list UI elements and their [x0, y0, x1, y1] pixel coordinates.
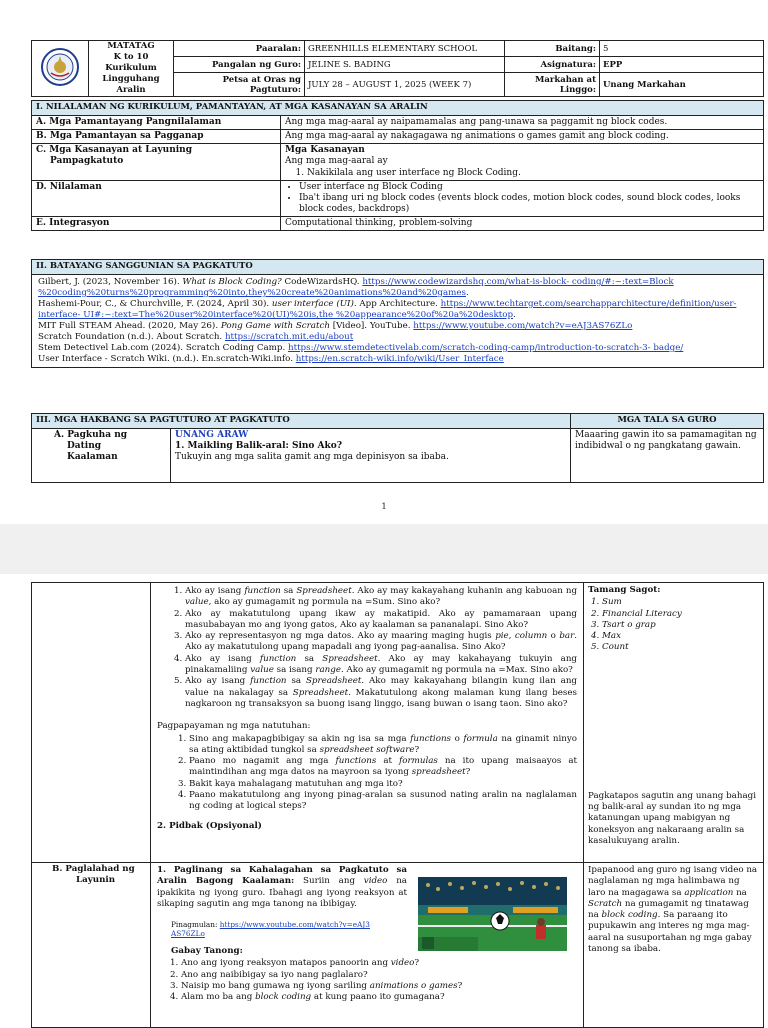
question-item-text: ?: [465, 767, 471, 778]
riddle-item-text: Spreadsheet: [292, 687, 349, 698]
riddle-item-text: Ako ay isang: [185, 676, 251, 687]
reference-text: User Interface - Scratch Wiki. (n.d.). En.scratch-Wiki.info.: [38, 354, 296, 364]
nilalaman-item: • Iba't ibang uri ng block codes (events block codes, motion block codes, sound block codes, looks block codes, backdrops): [299, 193, 759, 215]
riddle-item: [185, 654, 577, 677]
guro-value: JELINE S. BADING: [305, 57, 505, 73]
riddle-item-text: function: [250, 676, 287, 687]
answer-item: 5. Count: [602, 642, 759, 653]
gabay-item-text: Ano ang naibibigay sa iyo nang paglalaro?: [181, 969, 368, 980]
riddle-item-text: value: [250, 665, 274, 676]
question-item-text: ?: [414, 744, 420, 755]
reference-link[interactable]: https://www.codewizardshq.com/what-is-block- coding/#:~:text=Block %20coding%20turns%20programming%20into,they%20create%20animations%20and%20games: [38, 277, 674, 298]
question-item-text: Paano mo nagamit ang mga: [189, 756, 336, 767]
section-3-table: [31, 413, 764, 483]
integrasyon-label: E. Integrasyon: [32, 217, 281, 231]
balik-aral-content: [151, 583, 584, 863]
riddle-item-text: bar: [559, 631, 575, 642]
question-item: [189, 734, 577, 757]
pagkuha-content: [171, 429, 571, 483]
reference-text: Gilbert, J. (2023, November 16).: [38, 277, 183, 287]
note-b-text: block coding: [601, 910, 658, 921]
gabay-item-text: ?: [414, 958, 420, 969]
answer-item: 2. Financial Literacy: [602, 609, 759, 620]
pidbak-title: 2. Pidbak (Opsiyonal): [157, 820, 262, 831]
reference-item: [38, 321, 757, 332]
reference-item: [38, 343, 757, 354]
question-item: [189, 756, 577, 779]
gabay-item-text: Naisip mo bang gumawa ng iyong sariling: [181, 981, 370, 992]
riddle-item-text: Ako ay isang: [185, 586, 245, 596]
markahan-value: Unang Markahan: [600, 73, 764, 97]
question-item-text: functions: [335, 756, 377, 767]
soccer-game-illustration: [418, 877, 567, 951]
pinagmulan-link[interactable]: https://www.youtube.com/watch?v=eAJ3AS76ZLo: [171, 920, 370, 939]
note-a: Maaaring gawin ito sa pamamagitan ng indibidwal o ng pangkatang gawain.: [571, 429, 764, 483]
paglalahad-label: B. Paglalahad ng Layunin: [32, 863, 151, 1028]
gabay-item: [181, 981, 577, 992]
baitang-label: Baitang:: [505, 41, 600, 57]
reference-text: . App Architecture.: [353, 299, 441, 309]
riddle-item-text: . Ako ay gumagamit ng pormula na =Max. Sino ako?: [340, 665, 573, 676]
gabay-item: [181, 992, 577, 1003]
gabay-item-text: animations o games: [369, 981, 458, 992]
gabay-item-text: Ano ang iyong reaksyon matapos panoorin ang: [181, 958, 391, 969]
kasanayan-sub: Ang mga mag-aaral ay: [285, 156, 388, 166]
question-item-text: o: [451, 733, 464, 744]
question-item: [189, 790, 577, 813]
page-2-table: [31, 582, 764, 1028]
markahan-label: Markahan at Linggo:: [505, 73, 600, 97]
reference-link[interactable]: https://en.scratch-wiki.info/wiki/User_Interface: [295, 354, 504, 364]
question-item-text: Paano makatutulong ang inyong pinag-aralan sa susunod nating aralin na naglalaman ng coding at logical steps?: [189, 790, 577, 812]
reference-text: Hashemi-Pour, C., & Churchville, F. (2024, April 30).: [38, 299, 272, 309]
note-b-text: na: [733, 887, 747, 898]
riddle-item-text: . Ako ay may kakayahang kuhanin ang kabuoan ng: [351, 586, 578, 596]
note-b-text: application: [684, 887, 734, 898]
riddle-item-text: pie, column: [495, 631, 548, 642]
answer-item: 4. Max: [602, 631, 759, 642]
paaralan-label: Paaralan:: [174, 41, 305, 57]
pagpapayaman-list: [157, 734, 577, 813]
video-thumbnail[interactable]: [418, 877, 567, 951]
reference-text: Scratch Foundation (n.d.). About Scratch.: [38, 332, 225, 342]
question-item-text: spreadsheet: [411, 767, 466, 778]
asignatura-value: EPP: [600, 57, 764, 73]
note-b: [584, 863, 764, 1028]
note-b-text: . Sa paraang ito pupukawin ang interes ng mga mag-aaral na susuportahan ng mga gabay tanong sa ibaba.: [588, 910, 752, 955]
gabay-list: [157, 958, 577, 1003]
reference-item: [38, 277, 757, 299]
riddle-item-text: sa: [280, 586, 297, 596]
nilalaman-list: [285, 182, 759, 215]
unang-araw: UNANG ARAW: [175, 430, 249, 440]
gabay-item-text: ?: [457, 981, 463, 992]
note-b-text: Scratch: [588, 898, 623, 909]
kasanayan-item: 1. Nakikilala ang user interface ng Block Coding.: [307, 168, 759, 179]
riddle-item-text: . Makatutulong akong malaman kung ilang beses nagkaroon ng transaksyon sa buong isang linggo, isang buwan o isang taon. Sino ako?: [185, 687, 577, 709]
note-b-text: Ipapanood ang guro ng isang video na naglalaman ng mga halimbawa ng laro na magagawa sa: [588, 865, 758, 898]
references-list: [32, 275, 764, 368]
riddle-item-text: Ako ay isang: [185, 653, 260, 664]
reference-title: user interface (UI): [271, 299, 354, 309]
lesson-header-table: [31, 40, 764, 97]
gabay-item-text: at kung paano ito gumagana?: [311, 992, 445, 1003]
step-1-title: 1. Maikling Balik-aral: Sino Ako?: [175, 441, 343, 451]
pamantayan-pagganap-label: B. Mga Pamantayan sa Pagganap: [32, 130, 281, 144]
riddle-item-text: . Ako ay may kakahayang tukuyin ang pinakamaliing: [185, 653, 577, 676]
nilalaman-label: D. Nilalaman: [32, 181, 281, 217]
baitang-value: 5: [600, 41, 764, 57]
reference-item: [38, 332, 757, 343]
gabay-item: [181, 958, 577, 969]
answer-item: 3. Tsart o grap: [602, 620, 759, 631]
kasanayan-value: [281, 144, 764, 181]
paaralan-value: GREENHILLS ELEMENTARY SCHOOL: [305, 41, 505, 57]
riddle-item-text: Spreadsheet: [305, 676, 362, 687]
riddle-item: [185, 609, 577, 632]
pamantayan-pagganap-value: Ang mga mag-aaral ay nakagagawa ng animations o games gamit ang block coding.: [281, 130, 764, 144]
reference-text: .: [466, 288, 469, 298]
gabay-item-text: Alam mo ba ang: [181, 992, 256, 1003]
riddle-item-text: Ako ay representasyon ng mga datos. Ako ay maaring maging hugis: [185, 631, 496, 642]
riddle-item-text: o: [547, 631, 560, 642]
paglalahad-step: 1. Paglinang sa Kahalagahan sa Pagkatuto sa Aralin Bagong Kaalaman: Suriin ang video na ipakikita ng iyong guro. Ibahagi ang iyong reaksyon at sikaping sagutin ang mga tanong na ibibigay.: [157, 865, 407, 909]
reference-text: MIT Full STEAM Ahead. (2020, May 26).: [38, 321, 221, 331]
question-item-text: functions: [410, 733, 451, 744]
answer-notes-cell: [584, 583, 764, 863]
riddle-item-text: sa: [296, 653, 323, 664]
riddle-list: [157, 586, 577, 710]
reference-link[interactable]: https://www.techtarget.com/searchapparchitecture/definition/user-interface- UI#:~:text=The%20user%20interface%20(UI)%20is,the %20appearance%20of%20a%20desktop: [38, 299, 737, 320]
deped-seal-logo: [32, 41, 89, 97]
empty-label-cell: [32, 583, 151, 863]
kasanayan-label: C. Mga Kasanayan at Layuning Pampagkatuto: [32, 144, 281, 181]
reference-title: What is Block Coding?: [182, 277, 282, 287]
integrasyon-value: Computational thinking, problem-solving: [281, 217, 764, 231]
question-item-text: na ginamit ninyo sa ating aktibidad tungkol sa: [189, 733, 577, 755]
question-item-text: at: [376, 756, 400, 767]
riddle-item-text: sa isang: [273, 665, 316, 676]
reference-item: [38, 354, 757, 365]
seal-icon: [41, 48, 79, 86]
section-2-table: [31, 259, 764, 368]
gabay-item-text: block coding: [255, 992, 312, 1003]
answer-list: [588, 597, 759, 653]
note-after: Pagkatapos sagutin ang unang bahagi ng balik-aral ay sundan ito ng mga katanungan upang mabigyan ng koneksyon ang nakaraang aralin sa kasalukuyang aralin.: [588, 790, 756, 846]
riddle-item-text: Spreadsheet: [296, 586, 352, 596]
question-item-text: na ito upang maisaayos at maintindihan ang mga datos na mayroon sa iyong: [189, 756, 577, 778]
asignatura-label: Asignatura:: [505, 57, 600, 73]
note-b-text: na gumagamit ng tinatawag na: [588, 898, 749, 921]
kasanayan-list: [285, 168, 759, 179]
reference-text: .: [513, 310, 516, 320]
pamantayang-pangnilalaman-value: Ang mga mag-aaral ay naipamamalas ang pang-unawa sa paggamit ng block codes.: [281, 116, 764, 130]
question-item-text: Bakit kaya mahalagang matutuhan ang mga ito?: [189, 778, 403, 789]
reference-link[interactable]: https://scratch.mit.edu/about: [224, 332, 354, 342]
riddle-item: [185, 631, 577, 654]
section-3-title: III. MGA HAKBANG SA PAGTUTURO AT PAGKATUTO: [32, 414, 571, 429]
pagkuha-label: A. Pagkuha ng Dating Kaalaman: [32, 429, 171, 483]
reference-text: CodeWizardsHQ.: [281, 277, 363, 287]
gabay-item-text: video: [390, 958, 415, 969]
riddle-item-text: range: [315, 665, 341, 676]
question-item-text: spreadsheet software: [319, 744, 415, 755]
pinagmulan: Pinagmulan: https://www.youtube.com/watch?v=eAJ3AS76ZLo: [171, 920, 370, 939]
riddle-item-text: Ako ay makatutulong upang ikaw ay makatipid. Ako ay pamamaraan upang masubabayan mo ang iyong gatos, Ako ay kaalaman sa pananalapi. Sino Ako?: [185, 608, 577, 630]
riddle-item-text: function: [259, 653, 297, 664]
question-item-text: Sino ang makapagbibigay sa akin ng isa sa mga: [189, 733, 411, 744]
riddle-item-text: . Ako may kakayahang bilangin kung ilan ang value na nakalagay sa: [185, 676, 577, 698]
question-item-text: formula: [463, 733, 498, 744]
nilalaman-value: [281, 181, 764, 217]
gabay-item: [181, 970, 577, 981]
matatag-title: MATATAG K to 10 Kurikulum Lingguhang Aralin: [89, 41, 174, 97]
reference-text: [Video]. YouTube.: [329, 321, 414, 331]
tamang-sagot-title: Tamang Sagot:: [588, 585, 661, 595]
notes-title: MGA TALA SA GURO: [571, 414, 764, 429]
answer-item: 1. Sum: [602, 597, 759, 608]
reference-link[interactable]: https://www.stemdetectivelab.com/scratch-coding-camp/introduction-to-scratch-3- badge/: [287, 343, 684, 353]
pagpapayaman-title: Pagpapayaman ng mga natutuhan:: [157, 721, 311, 732]
riddle-item: [185, 586, 577, 609]
step-1-desc: Tukuyin ang mga salita gamit ang mga depinisyon sa ibaba.: [175, 452, 449, 462]
riddle-item-text: sa: [286, 676, 306, 687]
question-item-text: formulas: [399, 756, 438, 767]
section-1-table: [31, 100, 764, 231]
section-2-title: II. BATAYANG SANGGUNIAN SA PAGKATUTO: [32, 260, 764, 275]
riddle-item-text: . Ako ay makatutulong upang mapadali ang iyong pag-aanalisa. Sino Ako?: [185, 631, 577, 653]
reference-link[interactable]: https://www.youtube.com/watch?v=eAJ3AS76ZLo: [413, 321, 633, 331]
gabay-title: Gabay Tanong:: [171, 946, 243, 957]
reference-title: Pong Game with Scratch: [220, 321, 330, 331]
pamantayang-pangnilalaman-label: A. Mga Pamantayang Pangnilalaman: [32, 116, 281, 130]
riddle-item-text: , ako ay gumagamit ng pormula na =Sum. Sino ako?: [208, 597, 441, 608]
question-item: [189, 779, 577, 790]
riddle-item-text: Spreadsheet: [322, 653, 378, 664]
riddle-item-text: value: [185, 597, 209, 608]
page-gap: [0, 524, 768, 574]
reference-text: Stem Detectivel Lab.com (2024). Scratch Coding Camp.: [38, 343, 288, 353]
page-number: 1: [381, 502, 387, 511]
kasanayan-heading: Mga Kasanayan: [285, 145, 365, 155]
guro-label: Pangalan ng Guro:: [174, 57, 305, 73]
petsa-label: Petsa at Oras ng Pagtuturo:: [174, 73, 305, 97]
reference-item: [38, 299, 757, 321]
riddle-item: [185, 676, 577, 710]
section-1-title: I. NILALAMAN NG KURIKULUM, PAMANTAYAN, AT MGA KASANAYAN SA ARALIN: [32, 101, 764, 116]
petsa-value: JULY 28 – AUGUST 1, 2025 (WEEK 7): [305, 73, 505, 97]
riddle-item-text: function: [244, 586, 281, 596]
nilalaman-item: • User interface ng Block Coding: [299, 182, 759, 193]
